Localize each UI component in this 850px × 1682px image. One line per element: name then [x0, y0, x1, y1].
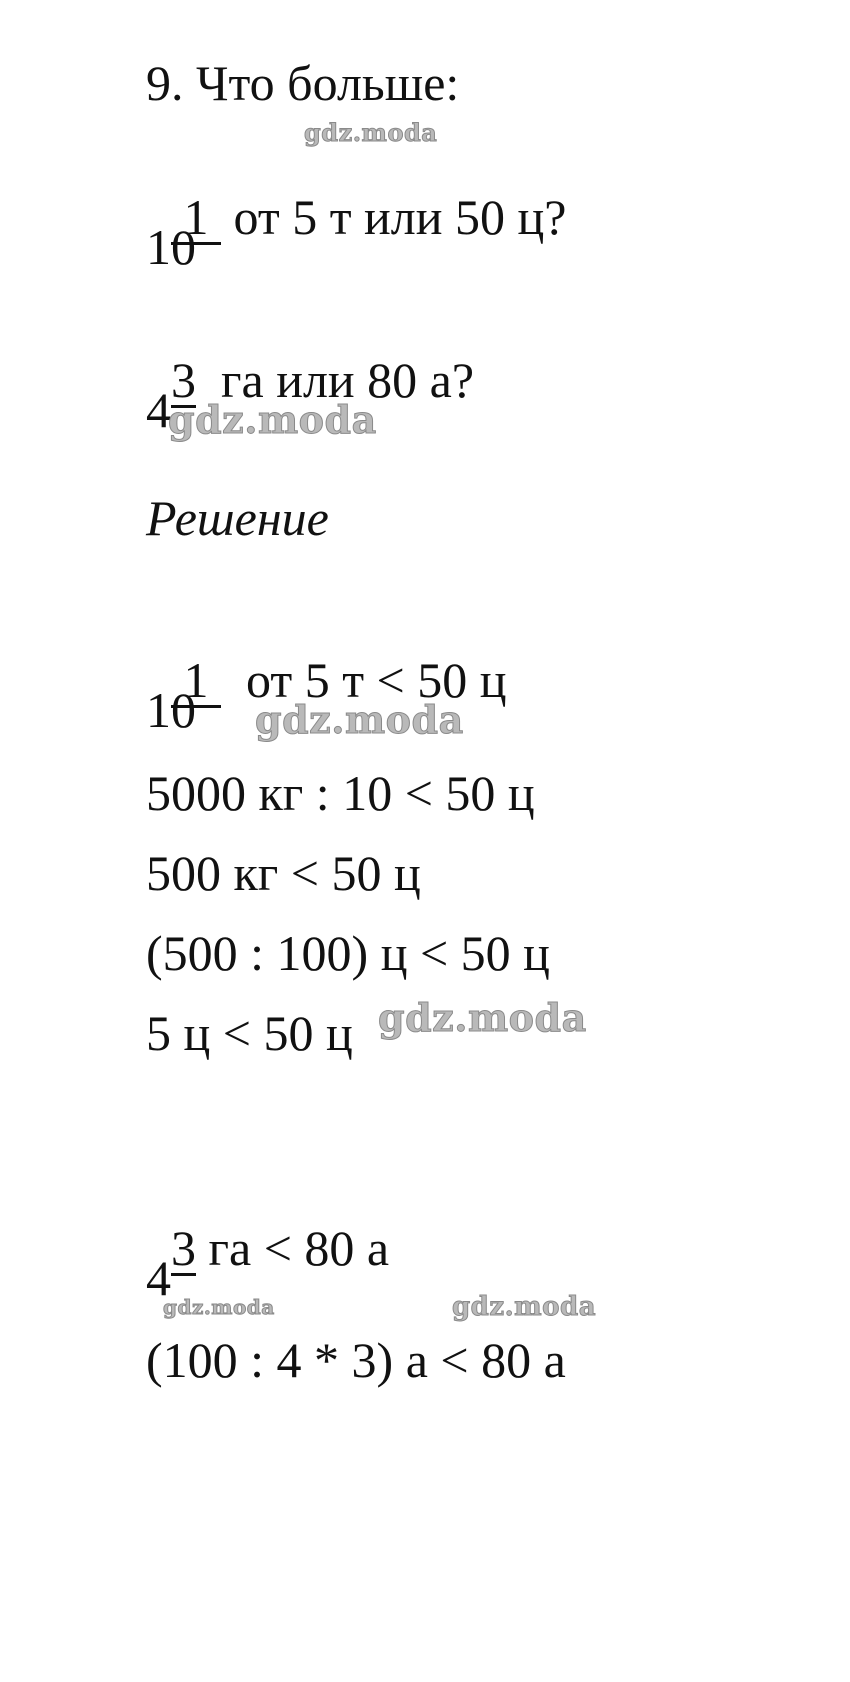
question-text: га или 80 а?: [221, 352, 475, 408]
fraction-denominator: 10: [146, 219, 196, 275]
fraction-denominator: 4: [146, 382, 171, 438]
solution-step: 5 ц < 50 ц: [146, 1005, 353, 1061]
watermark: gdz.moda: [163, 1295, 275, 1319]
fraction-numerator: 1: [183, 652, 209, 708]
fraction-numerator: 3: [171, 1220, 196, 1276]
solution-text: га < 80 а: [208, 1220, 390, 1276]
question-text: от 5 т или 50 ц?: [233, 189, 567, 245]
solution-text: от 5 т < 50 ц: [246, 652, 507, 708]
watermark: gdz.moda: [304, 118, 438, 147]
task-q2: [146, 305, 475, 408]
watermark: gdz.moda: [452, 1292, 597, 1322]
solution-step: (500 : 100) ц < 50 ц: [146, 925, 550, 981]
task-q1: [146, 142, 567, 245]
task-title: 9. Что больше:: [146, 55, 460, 111]
solution-part2: [146, 1173, 390, 1276]
solution-step: (100 : 4 * 3) а < 80 а: [146, 1332, 566, 1388]
solution-step: 500 кг < 50 ц: [146, 845, 421, 901]
fraction-numerator: 1: [183, 189, 209, 245]
solution-heading: Решение: [146, 490, 329, 546]
fraction-numerator: 3: [171, 352, 196, 408]
watermark: gdz.moda: [378, 995, 587, 1040]
watermark: gdz.moda: [255, 697, 464, 742]
fraction-denominator: 4: [146, 1250, 171, 1306]
solution-part1: [146, 605, 507, 708]
watermark: gdz.moda: [168, 397, 377, 442]
fraction-denominator: 10: [146, 682, 196, 738]
solution-step: 5000 кг : 10 < 50 ц: [146, 765, 535, 821]
